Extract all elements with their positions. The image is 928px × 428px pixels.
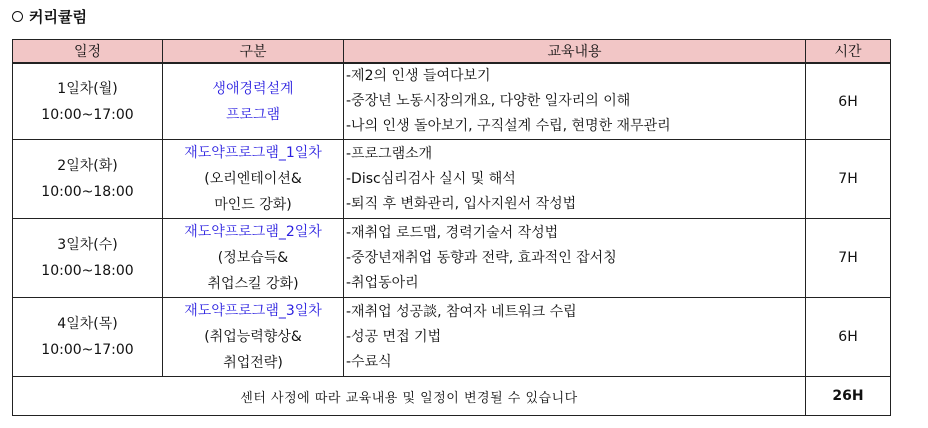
curriculum-table <box>12 39 891 416</box>
category-cell <box>163 63 344 140</box>
content-line: -제2의 인생 들여다보기 <box>346 68 491 84</box>
schedule-cell <box>13 219 163 298</box>
program-title: 생애경력설계 <box>212 80 294 97</box>
content-cell <box>344 140 806 219</box>
table-row <box>13 219 891 298</box>
category-cell <box>163 140 344 219</box>
content-line: -나의 인생 돌아보기, 구직설계 수립, 현명한 재무관리 <box>346 118 671 134</box>
category-cell <box>163 298 344 377</box>
day-label: 1일차(월) <box>57 80 118 97</box>
content-line: -중장년 노동시장의개요, 다양한 일자리의 이해 <box>346 93 631 109</box>
time-range: 10:00~18:00 <box>41 184 134 200</box>
schedule-cell <box>13 63 163 140</box>
table-footer-row <box>13 377 891 416</box>
content-line: -성공 면접 기법 <box>346 328 442 345</box>
program-subtitle: (오리엔테이션& <box>204 171 302 187</box>
program-title: 재도약프로그램_3일차 <box>184 303 322 319</box>
table-row <box>13 298 891 377</box>
content-cell <box>344 219 806 298</box>
program-subtitle-2: 마인드 강화) <box>214 197 292 213</box>
section-header <box>12 6 87 27</box>
content-cell <box>344 63 806 140</box>
content-line: -취업동아리 <box>346 274 419 291</box>
total-hours: 26H <box>806 377 891 416</box>
header-schedule: 일정 <box>13 40 163 64</box>
header-time: 시간 <box>806 40 891 64</box>
program-title: 재도약프로그램_1일차 <box>184 145 322 161</box>
footer-note: 센터 사정에 따라 교육내용 및 일정이 변경될 수 있습니다 <box>13 377 806 416</box>
content-line: -중장년재취업 동향과 전략, 효과적인 잡서칭 <box>346 249 617 266</box>
day-label: 4일차(목) <box>57 316 118 332</box>
section-title: 커리큘럼 <box>29 8 87 26</box>
hours-cell: 7H <box>806 219 891 298</box>
program-subtitle: 프로그램 <box>225 106 281 123</box>
header-content: 교육내용 <box>344 40 806 64</box>
circle-bullet-icon <box>12 11 23 22</box>
program-title: 재도약프로그램_2일차 <box>184 224 322 240</box>
hours-cell: 6H <box>806 298 891 377</box>
day-label: 3일차(수) <box>57 237 118 253</box>
content-cell <box>344 298 806 377</box>
hours-cell: 6H <box>806 63 891 140</box>
time-range: 10:00~17:00 <box>41 106 134 123</box>
program-subtitle-2: 취업전략) <box>223 355 283 371</box>
content-line: -재취업 성공談, 참여자 네트워크 수립 <box>346 303 577 320</box>
content-line: -수료식 <box>346 353 392 370</box>
program-subtitle: (정보습득& <box>217 250 289 266</box>
header-category: 구분 <box>163 40 344 64</box>
schedule-cell <box>13 140 163 219</box>
content-line: -재취업 로드맵, 경력기술서 작성법 <box>346 224 559 241</box>
content-line: -프로그램소개 <box>346 145 433 162</box>
content-line: -Disc심리검사 실시 및 해석 <box>346 170 516 187</box>
day-label: 2일차(화) <box>57 158 118 174</box>
time-range: 10:00~17:00 <box>41 342 134 358</box>
hours-cell: 7H <box>806 140 891 219</box>
content-line: -퇴직 후 변화관리, 입사지원서 작성법 <box>346 195 577 212</box>
time-range: 10:00~18:00 <box>41 263 134 279</box>
program-subtitle: (취업능력향상& <box>204 329 302 345</box>
table-row <box>13 140 891 219</box>
table-header-row <box>13 40 891 64</box>
schedule-cell <box>13 298 163 377</box>
program-subtitle-2: 취업스킬 강화) <box>207 276 299 292</box>
table-row <box>13 63 891 140</box>
category-cell <box>163 219 344 298</box>
